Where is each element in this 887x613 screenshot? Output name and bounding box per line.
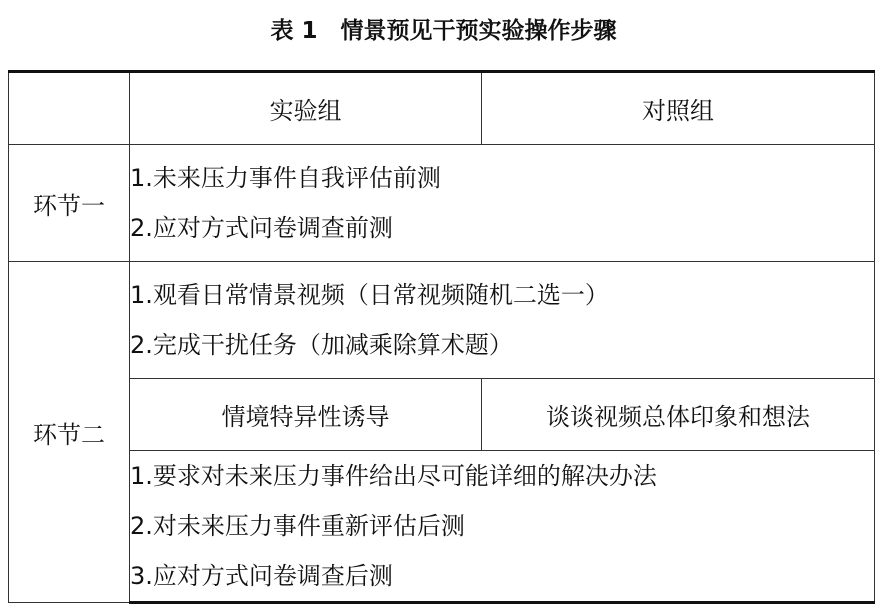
stage2-item-a1: 1.观看日常情景视频（日常视频随机二选一） xyxy=(130,281,609,309)
stage2-item-b3: 3.应对方式问卷调查后测 xyxy=(130,562,393,590)
header-experiment-group: 实验组 xyxy=(130,72,482,145)
stage2-items-b xyxy=(130,451,875,603)
control-task-cell: 谈谈视频总体印象和想法 xyxy=(482,379,875,451)
header-row xyxy=(9,72,875,145)
stage1-item-1: 1.未来压力事件自我评估前测 xyxy=(130,164,441,192)
stage2-item-b1: 1.要求对未来压力事件给出尽可能详细的解决办法 xyxy=(130,462,657,490)
header-empty-cell xyxy=(9,72,130,145)
experiment-task-cell: 情境特异性诱导 xyxy=(130,379,482,451)
stage2-row-b xyxy=(9,451,875,603)
stage2-item-a2: 2.完成干扰任务（加减乘除算术题） xyxy=(130,331,513,359)
stage1-label: 环节一 xyxy=(9,145,130,262)
stage1-item-2: 2.应对方式问卷调查前测 xyxy=(130,214,393,242)
table-title: 表 1 情景预见干预实验操作步骤 xyxy=(270,18,617,44)
stage2-row-tasks xyxy=(9,379,875,451)
stage2-items-a xyxy=(130,262,875,379)
header-control-group: 对照组 xyxy=(482,72,875,145)
stage2-label: 环节二 xyxy=(9,262,130,603)
steps-table xyxy=(8,70,875,604)
stage2-row-a xyxy=(9,262,875,379)
stage1-items xyxy=(130,145,875,262)
stage2-item-b2: 2.对未来压力事件重新评估后测 xyxy=(130,512,465,540)
stage1-row xyxy=(9,145,875,262)
